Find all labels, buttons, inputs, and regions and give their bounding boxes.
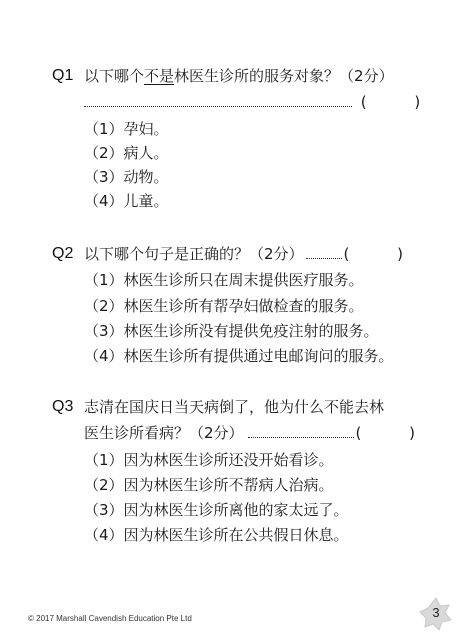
answer-dotted-line — [248, 433, 354, 438]
question-text — [84, 244, 434, 264]
answer-bracket[interactable]: ( ) — [355, 424, 415, 442]
answer-line — [84, 92, 434, 112]
option-4: （4）儿童。 — [84, 192, 169, 210]
question-text-line-1: 志清在国庆日当天病倒了，他为什么不能去林 — [84, 398, 385, 416]
option-2: （2）病人。 — [84, 144, 169, 162]
question-text-part: 林医生诊所的服务对象？（2分） — [174, 67, 394, 85]
option-1: （1）因为林医生诊所还没开始看诊。 — [84, 451, 334, 469]
option-3: （3）因为林医生诊所离他的家太远了。 — [84, 501, 349, 519]
question-text-part: 医生诊所看病？（2分） — [84, 424, 244, 442]
question-text — [84, 66, 434, 86]
underlined-keyword: 不是 — [144, 67, 175, 85]
option-2: （2）因为林医生诊所不帮病人治病。 — [84, 476, 334, 494]
answer-bracket[interactable]: ( ) — [343, 245, 403, 263]
question-number: Q1 — [52, 67, 74, 84]
question-number: Q3 — [52, 398, 74, 415]
question-number: Q2 — [52, 245, 74, 262]
option-4: （4）林医生诊所有提供通过电邮询问的服务。 — [84, 347, 394, 365]
option-3: （3）动物。 — [84, 168, 169, 186]
answer-dotted-line — [306, 254, 342, 259]
option-4: （4）因为林医生诊所在公共假日休息。 — [84, 526, 349, 544]
option-3: （3）林医生诊所没有提供免疫注射的服务。 — [84, 322, 379, 340]
question-text-line-2 — [84, 423, 434, 443]
page-number: 3 — [432, 605, 440, 620]
question-text-part: 以下哪个 — [84, 67, 145, 85]
option-1: （1）孕妇。 — [84, 120, 169, 138]
question-text-part: 以下哪个句子是正确的？（2分） — [84, 245, 304, 263]
answer-bracket[interactable]: ( ) — [360, 93, 421, 111]
answer-dotted-line — [84, 102, 352, 107]
copyright-footer: © 2017 Marshall Cavendish Education Pte Ltd — [28, 614, 192, 623]
option-2: （2）林医生诊所有帮孕妇做检查的服务。 — [84, 297, 364, 315]
page-number-badge — [418, 596, 454, 632]
option-1: （1）林医生诊所只在周末提供医疗服务。 — [84, 271, 364, 289]
